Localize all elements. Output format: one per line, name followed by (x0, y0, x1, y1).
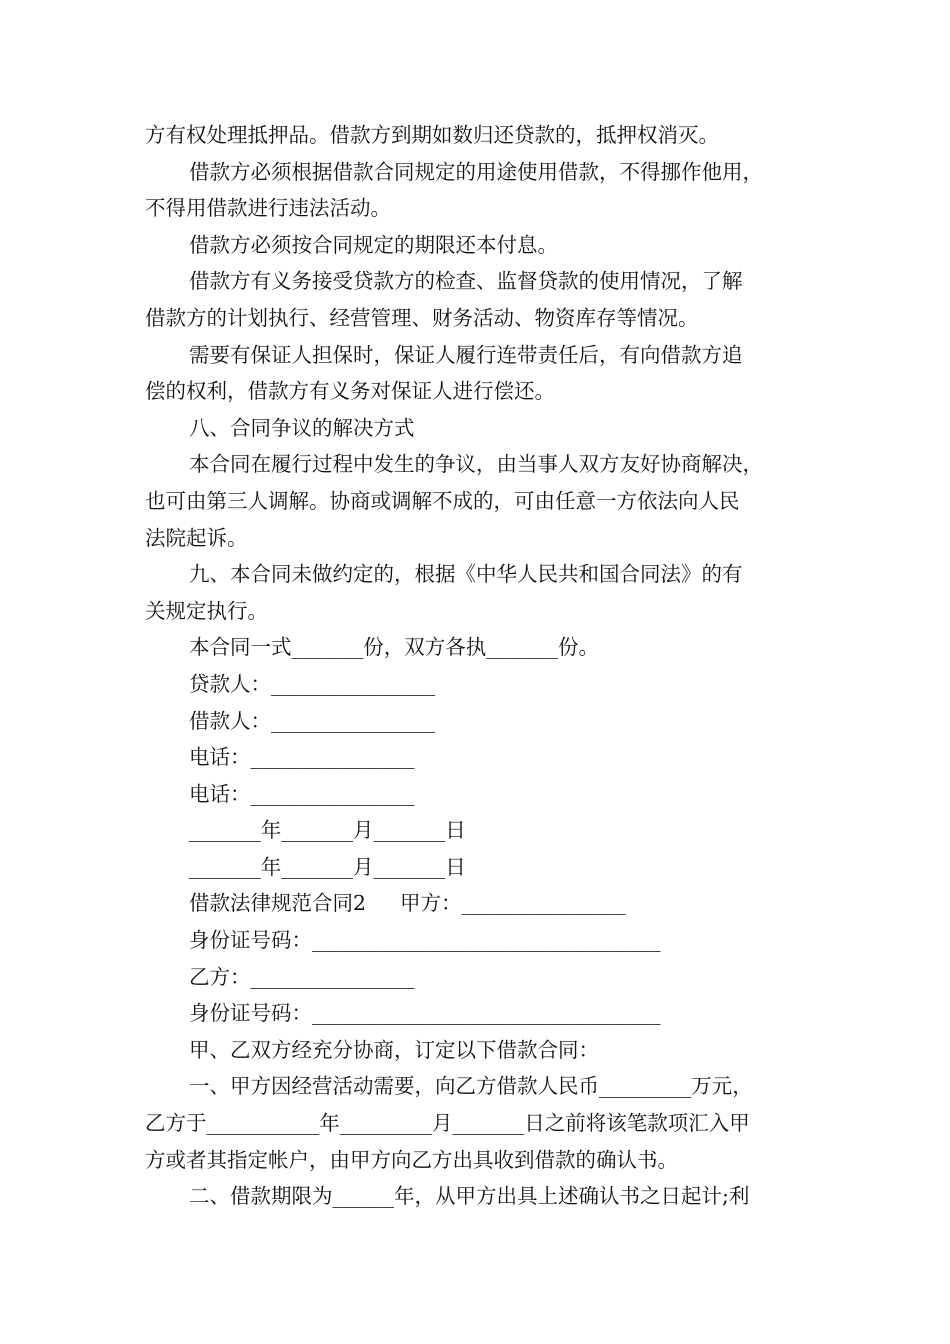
borrower-signature-line: 借款人：________________ (189, 708, 435, 733)
text-line-1: 方有权处理抵押品。借款方到期如数归还贷款的，抵押权消灭。 (145, 123, 719, 147)
copies-line: 本合同一式_______份，双方各执_______份。 (189, 635, 599, 660)
text-line-10: 本合同在履行过程中发生的争议，由当事人双方友好协商解决， (189, 452, 763, 477)
contract-2-title-line (145, 885, 817, 922)
text-line-4: 借款方必须按合同规定的期限还本付息。 (189, 232, 558, 257)
text-line-2: 借款方必须根据借款合同规定的用途使用借款，不得挪作他用， (189, 159, 763, 184)
agreement-intro-line: 甲、乙双方经充分协商，订定以下借款合同： (189, 1037, 599, 1062)
text-line-7: 需要有保证人担保时，保证人履行连带责任后，有向借款方追 (189, 342, 743, 367)
phone-line-1: 电话：________________ (189, 745, 415, 770)
text-line-12: 法院起诉。 (145, 525, 248, 550)
party-a-id-line: 身份证号码：__________________________________ (189, 928, 661, 953)
contract-2-title: 借款法律规范合同2 (189, 891, 367, 916)
clause-2-line-1: 二、借款期限为______年，从甲方出具上述确认书之日起计;利 (189, 1184, 750, 1209)
date-line-1: _______年_______月_______日 (189, 818, 466, 843)
text-line-5: 借款方有义务接受贷款方的检查、监督贷款的使用情况，了解 (189, 269, 743, 294)
text-line-8: 偿的权利，借款方有义务对保证人进行偿还。 (145, 379, 555, 404)
text-line-3: 不得用借款进行违法活动。 (145, 196, 391, 221)
text-line-11: 也可由第三人调解。协商或调解不成的，可由任意一方依法向人民 (145, 488, 740, 513)
lender-signature-line: 贷款人：________________ (189, 671, 435, 696)
clause-1-line-1: 一、甲方因经营活动需要，向乙方借款人民币_________万元， (189, 1074, 753, 1099)
section-heading-8: 八、合同争议的解决方式 (189, 415, 415, 440)
text-line-14: 关规定执行。 (145, 598, 268, 623)
date-line-2: _______年_______月_______日 (189, 854, 466, 879)
phone-line-2: 电话：________________ (189, 781, 415, 806)
party-a-line: 甲方：________________ (400, 891, 626, 916)
clause-1-line-3: 方或者其指定帐户，由甲方向乙方出具收到借款的确认书。 (145, 1147, 678, 1172)
party-b-id-line: 身份证号码：__________________________________ (189, 1001, 661, 1026)
text-line-6: 借款方的计划执行、经营管理、财务活动、物资库存等情况。 (145, 305, 699, 330)
section-heading-9: 九、本合同未做约定的，根据《中华人民共和国合同法》的有 (189, 562, 743, 587)
document-body (145, 117, 817, 1215)
party-b-line: 乙方：________________ (189, 964, 415, 989)
clause-1-line-2: 乙方于___________年_________月_______日之前将该笔款项汇入甲 (145, 1111, 750, 1136)
